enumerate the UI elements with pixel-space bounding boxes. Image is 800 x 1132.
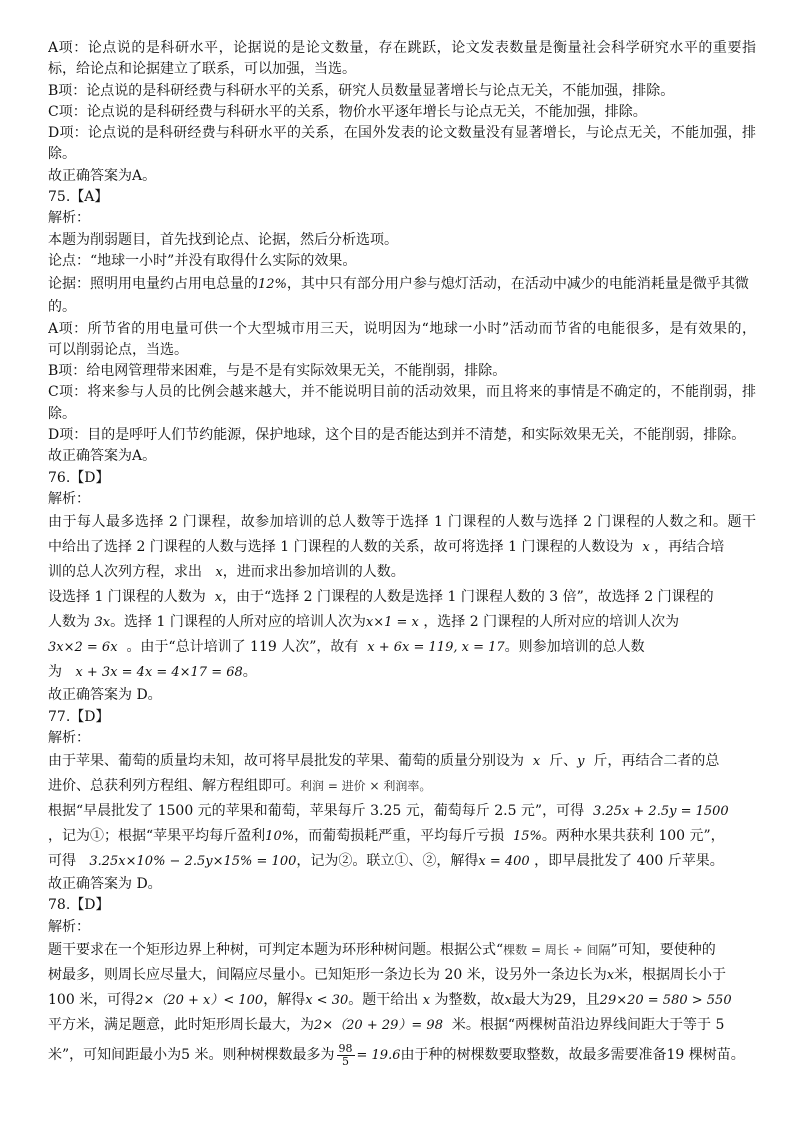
math-expression: x = 400 (478, 854, 530, 870)
text-line (48, 774, 756, 799)
text-segment: ，由于“选择 2 门课程的人数是选择 1 门课程人数的 3 倍”，故选择 2 门课程的 (222, 589, 714, 606)
text-segment: ，进而求出参加培训的人数。 (222, 564, 405, 581)
text-segment: 训的总人次列方程，求出 (48, 564, 202, 581)
text-segment: ，即早晨批发了 400 斤苹果。 (534, 853, 724, 870)
math-expression: 3x (94, 615, 111, 631)
text-line (48, 535, 756, 560)
text-segment: ，而葡萄损耗严重，平均每斤亏损 (294, 828, 505, 845)
math-expression: x (504, 993, 512, 1009)
analysis-label: 解析： (48, 918, 90, 935)
math-expression: 15% (512, 829, 542, 845)
answer-line: 故正确答案为A。 (48, 167, 157, 184)
formula-note: 棵数 = 周长 ÷ 间隔 (503, 943, 611, 958)
text-line: 的。 (48, 299, 76, 316)
text-line: B项：论点说的是科研经费与科研水平的关系，研究人员数量显著增长与论点无关，不能加强，排除。 (48, 82, 675, 99)
analysis-label: 解析： (48, 729, 90, 746)
text-segment: 中给出了选择 2 门课程的人数与选择 1 门课程的人数的关系，故可将选择 1 门课程的人数设为 (48, 539, 634, 556)
fraction-denominator: 5 (342, 1054, 350, 1068)
question-number: 78.【D】 (48, 897, 110, 914)
answer-line: 故正确答案为 D。 (48, 876, 162, 893)
math-expression: x×1 = x (365, 615, 419, 631)
text-segment: 由于种的树棵数要取整数，故最多需要准备19 棵树苗。 (400, 1047, 745, 1064)
answer-line: 故正确答案为A。 (48, 448, 157, 465)
text-line (48, 660, 756, 685)
text-line (48, 963, 756, 988)
text-line (48, 824, 756, 849)
text-line (48, 1038, 756, 1072)
text-segment: 。由于“总计培训了 119 人次”，故有 (126, 639, 359, 656)
text-segment: ，解得 (263, 992, 306, 1009)
text-line: 论点：“地球一小时”并没有取得什么实际的效果。 (48, 252, 357, 269)
math-expression: 10% (265, 829, 295, 845)
text-line (48, 560, 756, 585)
text-line: A项：所节省的用电量可供一个大型城市用三天，说明因为“地球一小时”活动而节省的电能很多，是有效果的， (48, 320, 756, 337)
text-line (48, 585, 756, 610)
text-line (48, 635, 756, 660)
text-segment: 由于苹果、葡萄的质量均未知，故可将早晨批发的苹果、葡萄的质量分别设为 (48, 753, 524, 770)
text-segment: 树最多，则周长应尽量大，间隔应尽量小。已知矩形一条边长为 20 米，设另外一条边长为 (48, 967, 607, 984)
text-segment: 人数为 (48, 614, 90, 631)
question-number: 75.【A】 (48, 189, 109, 206)
math-expression: = 19.6 (356, 1048, 401, 1064)
text-segment: 斤、 (549, 753, 578, 770)
text-segment: 100 米，可得 (48, 992, 136, 1009)
text-segment: ”可知，要使种的 (610, 942, 716, 959)
text-line: 除。 (48, 146, 76, 163)
text-segment: 进价、总获利列方程组、解方程组即可。 (48, 778, 300, 795)
text-line: C项：将来参与人员的比例会越来越大，并不能说明目前的活动效果，而且将来的事情是不确定的，不能削弱，排 (48, 384, 756, 401)
formula-note: 利润 = 进价 × 利润率。 (300, 779, 432, 794)
analysis-label: 解析： (48, 210, 90, 227)
text-line (48, 272, 756, 297)
fraction-numerator: 98 (338, 1041, 353, 1055)
text-segment: ，记为②。联立①、②，解得 (296, 853, 479, 870)
text-line (48, 938, 756, 963)
math-expression: 2×（20 + x）< 100 (135, 993, 264, 1009)
text-line (48, 610, 756, 635)
question-number: 76.【D】 (48, 469, 110, 486)
text-line (48, 1013, 756, 1038)
text-segment: 为 (48, 664, 62, 681)
text-segment: ，其中只有部分用户参与熄灯活动，在活动中减少的电能消耗量是微乎其微 (286, 276, 749, 293)
answer-line: 故正确答案为 D。 (48, 687, 162, 704)
text-segment: 。则参加培训的总人数 (504, 639, 645, 656)
text-segment: 米。根据“两棵树苗沿边界线间距大于等于 5 (451, 1017, 725, 1034)
math-expression: x + 3x = 4x = 4×17 = 68 (75, 665, 243, 681)
math-expression: x (214, 590, 223, 606)
math-expression: x (606, 968, 615, 984)
text-line: B项：给电网管理带来困难，与是不是有实际效果无关，不能削弱，排除。 (48, 363, 507, 380)
math-expression: 2×（20 + 29）= 98 (314, 1018, 443, 1034)
text-line: A项：论点说的是科研水平，论据说的是论文数量，存在跳跃，论文发表数量是衡量社会科学研究水平的重要指 (48, 40, 756, 56)
math-expression: x + 6x = 119, x = 17 (367, 640, 505, 656)
text-line (48, 799, 756, 824)
text-segment: 。 (242, 664, 257, 681)
text-segment: ，再结合培 (654, 539, 725, 556)
math-expression: x < 30 (305, 993, 349, 1009)
math-expression: 12% (258, 277, 287, 293)
text-segment: 米，根据周长小于 (614, 967, 727, 984)
question-number: 77.【D】 (48, 708, 110, 725)
text-segment: 。两种水果共获利 100 元”， (541, 828, 725, 845)
text-line: D项：目的是呼吁人们节约能源，保护地球，这个目的是否能达到并不清楚，和实际效果无关，不能削弱，排除。 (48, 427, 746, 444)
math-expression: x (642, 540, 650, 556)
text-line: D项：论点说的是科研经费与科研水平的关系，在国外发表的论文数量没有显著增长，与论点无关，不能加强，排 (48, 125, 756, 142)
text-segment: 。选择 1 门课程的人所对应的培训人次为 (110, 614, 366, 631)
text-segment: 论据：照明用电量约占用电总量的 (48, 276, 258, 293)
text-line: 可以削弱论点，当选。 (48, 341, 188, 358)
text-segment: 最大为29，且 (511, 992, 600, 1009)
text-line (48, 749, 756, 774)
math-expression: 3.25x×10% − 2.5y×15% = 100 (89, 854, 297, 870)
text-line: 由于每人最多选择 2 门课程，故参加培训的总人数等于选择 1 门课程的人数与选择 2 门课程的人数之和。题干 (48, 514, 756, 531)
text-line: 本题为削弱题目，首先找到论点、论据，然后分析选项。 (48, 231, 398, 248)
text-segment: 可得 (48, 853, 76, 870)
text-line (48, 849, 756, 874)
text-segment: 米”，可知间距最小为5 米。则种树棵数最多为 (48, 1047, 335, 1064)
text-segment: 根据“早晨批发了 1500 元的苹果和葡萄，苹果每斤 3.25 元，葡萄每斤 2.5 元”，可得 (48, 803, 585, 820)
math-expression: 3.25x + 2.5y = 1500 (593, 804, 729, 820)
math-expression: x (532, 754, 541, 770)
text-line: 除。 (48, 405, 76, 422)
math-expression: 3x×2 = 6x (48, 640, 118, 656)
math-expression: y (577, 754, 585, 770)
math-expression: 29×20 = 580 > 550 (599, 993, 732, 1009)
text-segment: ，记为①；根据“苹果平均每斤盈利 (48, 828, 266, 845)
text-segment: 题干要求在一个矩形边界上种树，可判定本题为环形种树问题。根据公式“ (48, 942, 504, 959)
text-segment: 平方米，满足题意，此时矩形周长最大，为 (48, 1017, 314, 1034)
text-segment: 斤，再结合二者的总 (593, 753, 720, 770)
text-segment: 为整数，故 (434, 992, 505, 1009)
analysis-label: 解析： (48, 490, 90, 507)
text-line: C项：论点说的是科研经费与科研水平的关系，物价水平逐年增长与论点无关，不能加强，排除。 (48, 103, 647, 120)
text-segment: ，选择 2 门课程的人所对应的培训人次为 (423, 614, 680, 631)
text-segment: 。题干给出 (348, 992, 419, 1009)
math-expression: x (215, 565, 223, 581)
math-expression: x (422, 993, 431, 1009)
text-line: 标，给论点和论据建立了联系，可以加强，当选。 (48, 61, 356, 78)
text-segment: 设选择 1 门课程的人数为 (48, 589, 206, 606)
text-line (48, 988, 756, 1013)
fraction (337, 1043, 355, 1068)
